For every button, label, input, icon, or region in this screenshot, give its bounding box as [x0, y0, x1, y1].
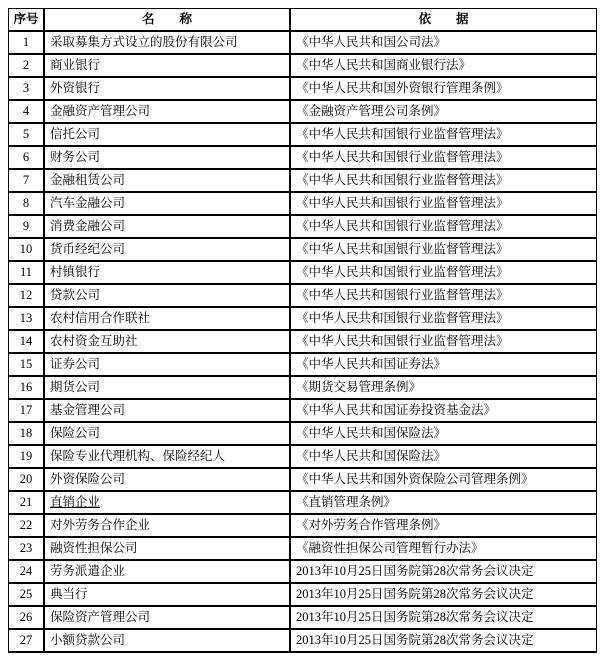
table-row [9, 492, 597, 515]
row-index-cell: 2 [9, 55, 45, 78]
row-basis-cell: 《中华人民共和国外资保险公司管理条例》 [291, 469, 597, 492]
row-name-cell: 证券公司 [45, 354, 291, 377]
row-basis-cell: 《对外劳务合作管理条例》 [291, 515, 597, 538]
row-index-cell: 7 [9, 170, 45, 193]
table-row [9, 78, 597, 101]
row-basis-cell: 2013年10月25日国务院第28次常务会议决定 [291, 561, 597, 584]
table-row [9, 124, 597, 147]
column-header-name: 名 称 [45, 9, 291, 32]
row-index-cell: 26 [9, 607, 45, 630]
row-index-cell: 3 [9, 78, 45, 101]
table-row [9, 607, 597, 630]
row-name-cell: 财务公司 [45, 147, 291, 170]
table-row [9, 262, 597, 285]
row-basis-cell: 《中华人民共和国银行业监督管理法》 [291, 193, 597, 216]
table-row [9, 561, 597, 584]
row-name-cell: 村镇银行 [45, 262, 291, 285]
row-name-cell: 劳务派遣企业 [45, 561, 291, 584]
table-row [9, 377, 597, 400]
table-row [9, 584, 597, 607]
row-index-cell: 22 [9, 515, 45, 538]
row-index-cell: 20 [9, 469, 45, 492]
row-basis-cell: 《中华人民共和国银行业监督管理法》 [291, 262, 597, 285]
row-basis-cell: 《中华人民共和国保险法》 [291, 423, 597, 446]
row-basis-cell: 《中华人民共和国银行业监督管理法》 [291, 331, 597, 354]
row-basis-cell: 《中华人民共和国银行业监督管理法》 [291, 216, 597, 239]
table-row [9, 55, 597, 78]
row-index-cell: 18 [9, 423, 45, 446]
table-row [9, 170, 597, 193]
table-body [9, 32, 597, 653]
table-row [9, 400, 597, 423]
row-index-cell: 27 [9, 630, 45, 653]
row-index-cell: 5 [9, 124, 45, 147]
table-row [9, 32, 597, 55]
row-name-cell: 商业银行 [45, 55, 291, 78]
row-index-cell: 16 [9, 377, 45, 400]
row-basis-cell: 《中华人民共和国证券法》 [291, 354, 597, 377]
column-header-basis: 依 据 [291, 9, 597, 32]
row-index-cell: 12 [9, 285, 45, 308]
row-name-cell: 农村资金互助社 [45, 331, 291, 354]
row-index-cell: 8 [9, 193, 45, 216]
row-name-cell: 金融租赁公司 [45, 170, 291, 193]
row-basis-cell: 《中华人民共和国外资银行管理条例》 [291, 78, 597, 101]
row-basis-cell: 《中华人民共和国银行业监督管理法》 [291, 147, 597, 170]
row-basis-cell: 《中华人民共和国保险法》 [291, 446, 597, 469]
table-row [9, 446, 597, 469]
row-index-cell: 23 [9, 538, 45, 561]
row-index-cell: 6 [9, 147, 45, 170]
row-basis-cell: 2013年10月25日国务院第28次常务会议决定 [291, 584, 597, 607]
row-index-cell: 9 [9, 216, 45, 239]
row-name-cell: 消费金融公司 [45, 216, 291, 239]
row-index-cell: 24 [9, 561, 45, 584]
row-basis-cell: 《中华人民共和国银行业监督管理法》 [291, 308, 597, 331]
row-name-cell: 信托公司 [45, 124, 291, 147]
table-row [9, 354, 597, 377]
row-basis-cell: 《中华人民共和国银行业监督管理法》 [291, 170, 597, 193]
row-basis-cell: 《中华人民共和国银行业监督管理法》 [291, 239, 597, 262]
row-index-cell: 21 [9, 492, 45, 515]
table-row [9, 216, 597, 239]
row-name-cell: 外资银行 [45, 78, 291, 101]
row-name-cell: 期货公司 [45, 377, 291, 400]
row-index-cell: 25 [9, 584, 45, 607]
table-row [9, 101, 597, 124]
row-index-cell: 19 [9, 446, 45, 469]
table-row [9, 515, 597, 538]
row-basis-cell: 2013年10月25日国务院第28次常务会议决定 [291, 630, 597, 653]
row-index-cell: 1 [9, 32, 45, 55]
table-row [9, 147, 597, 170]
row-basis-cell: 《中华人民共和国公司法》 [291, 32, 597, 55]
row-basis-cell: 《金融资产管理公司条例》 [291, 101, 597, 124]
row-name-cell: 直销企业 [45, 492, 291, 515]
row-name-cell: 货币经纪公司 [45, 239, 291, 262]
row-basis-cell: 《中华人民共和国银行业监督管理法》 [291, 124, 597, 147]
row-name-cell: 保险公司 [45, 423, 291, 446]
row-basis-cell: 《中华人民共和国银行业监督管理法》 [291, 285, 597, 308]
row-basis-cell: 2013年10月25日国务院第28次常务会议决定 [291, 607, 597, 630]
column-header-index: 序号 [9, 9, 45, 32]
table-row [9, 423, 597, 446]
table-header-row [9, 9, 597, 32]
table-row [9, 239, 597, 262]
table-row [9, 331, 597, 354]
row-index-cell: 4 [9, 101, 45, 124]
row-name-cell: 保险专业代理机构、保险经纪人 [45, 446, 291, 469]
row-name-cell: 采取募集方式设立的股份有限公司 [45, 32, 291, 55]
table-row [9, 193, 597, 216]
row-basis-cell: 《直销管理条例》 [291, 492, 597, 515]
row-name-cell: 小额贷款公司 [45, 630, 291, 653]
table-row [9, 630, 597, 653]
row-basis-cell: 《期货交易管理条例》 [291, 377, 597, 400]
row-index-cell: 14 [9, 331, 45, 354]
table-row [9, 308, 597, 331]
table-row [9, 285, 597, 308]
row-name-cell: 金融资产管理公司 [45, 101, 291, 124]
table-row [9, 469, 597, 492]
row-name-cell: 保险资产管理公司 [45, 607, 291, 630]
row-basis-cell: 《中华人民共和国证券投资基金法》 [291, 400, 597, 423]
row-name-cell: 汽车金融公司 [45, 193, 291, 216]
row-index-cell: 11 [9, 262, 45, 285]
row-index-cell: 13 [9, 308, 45, 331]
row-name-cell: 对外劳务合作企业 [45, 515, 291, 538]
row-basis-cell: 《中华人民共和国商业银行法》 [291, 55, 597, 78]
row-name-cell: 融资性担保公司 [45, 538, 291, 561]
approval-items-table [8, 8, 597, 653]
row-name-cell: 外资保险公司 [45, 469, 291, 492]
row-name-cell: 农村信用合作联社 [45, 308, 291, 331]
row-index-cell: 15 [9, 354, 45, 377]
row-basis-cell: 《融资性担保公司管理暂行办法》 [291, 538, 597, 561]
row-name-cell: 典当行 [45, 584, 291, 607]
row-name-cell: 贷款公司 [45, 285, 291, 308]
row-index-cell: 10 [9, 239, 45, 262]
table-row [9, 538, 597, 561]
row-index-cell: 17 [9, 400, 45, 423]
row-name-cell: 基金管理公司 [45, 400, 291, 423]
